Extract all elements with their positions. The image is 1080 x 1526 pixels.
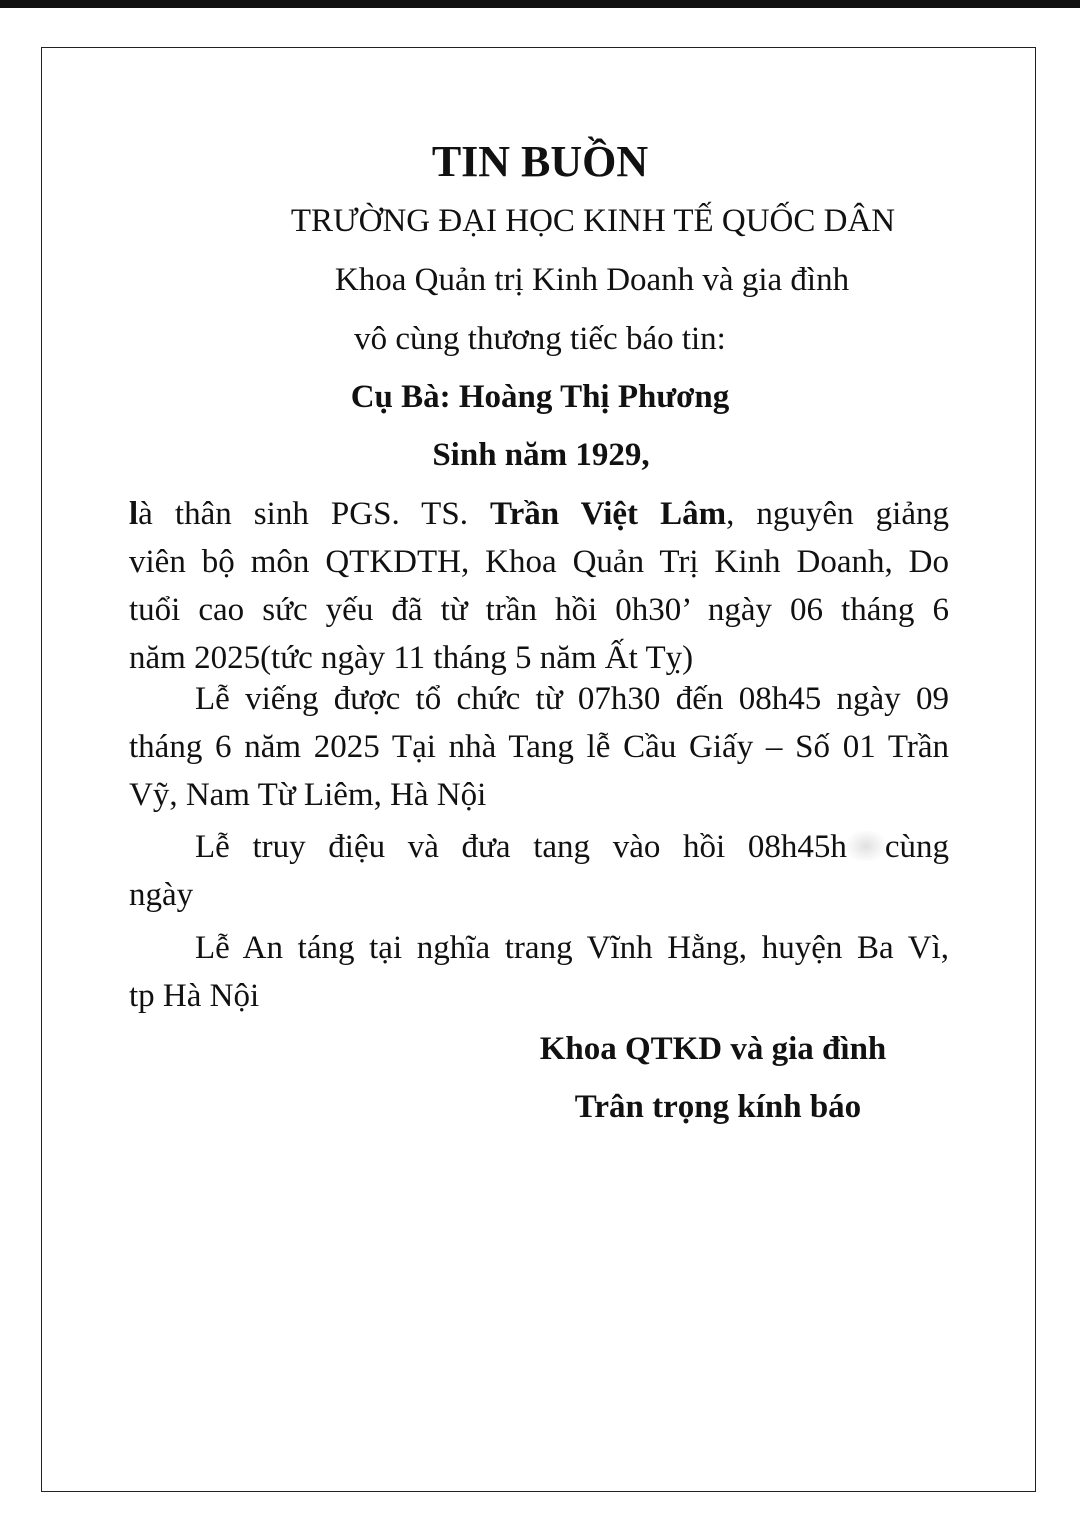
- memorial-row-1: [129, 823, 949, 871]
- memorial-time: Lễ truy điệu và đưa tang vào hồi 08h45h: [195, 829, 847, 865]
- relation-row-2: viên bộ môn QTKDTH, Khoa Quản Trị Kinh Doanh, Do: [129, 544, 949, 580]
- relation-text: à thân sinh PGS. TS.: [138, 496, 491, 532]
- son-name: Trần Việt Lâm: [490, 496, 727, 532]
- deceased-name: Cụ Bà: Hoàng Thị Phương: [350, 379, 730, 415]
- announcement-line: vô cùng thương tiếc báo tin:: [354, 321, 726, 357]
- burial-row-2: tp Hà Nội: [129, 978, 260, 1014]
- visitation-row-2: tháng 6 năm 2025 Tại nhà Tang lễ Cầu Giấy – Số 01 Trần: [129, 729, 949, 765]
- visitation-row-1: Lễ viếng được tổ chức từ 07h30 đến 08h45 ngày 09: [195, 681, 949, 717]
- signature-closing: Trân trọng kính báo: [574, 1089, 862, 1125]
- visitation-paragraph: [129, 675, 949, 819]
- top-edge-bar: [0, 0, 1080, 8]
- memorial-same: cùng: [884, 829, 949, 865]
- relation-row-1: [129, 490, 949, 538]
- relation-paragraph: [129, 490, 949, 682]
- burial-row-1: Lễ An táng tại nghĩa trang Vĩnh Hằng, huyện Ba Vì,: [195, 930, 949, 966]
- visitation-row-3: Vỹ, Nam Từ Liêm, Hà Nội: [129, 777, 487, 813]
- burial-paragraph: [129, 924, 949, 1020]
- memorial-row-2: ngày: [129, 877, 194, 913]
- relation-row-4: năm 2025(tức ngày 11 tháng 5 năm Ất Tỵ): [129, 640, 694, 676]
- relation-initial: l: [129, 496, 139, 532]
- signature-sender: Khoa QTKD và gia đình: [539, 1031, 887, 1067]
- institution-name: TRƯỜNG ĐẠI HỌC KINH TẾ QUỐC DÂN: [290, 203, 896, 239]
- notice-title: TIN BUỒN: [431, 137, 649, 186]
- relation-row-3: tuổi cao sức yếu đã từ trần hồi 0h30’ ngày 06 tháng 6: [129, 592, 949, 628]
- memorial-paragraph: [129, 823, 949, 919]
- blurred-digits: [847, 831, 885, 861]
- relation-title: , nguyên giảng: [726, 496, 949, 532]
- birth-year: Sinh năm 1929,: [432, 437, 650, 473]
- faculty-and-family: Khoa Quản trị Kinh Doanh và gia đình: [334, 262, 850, 298]
